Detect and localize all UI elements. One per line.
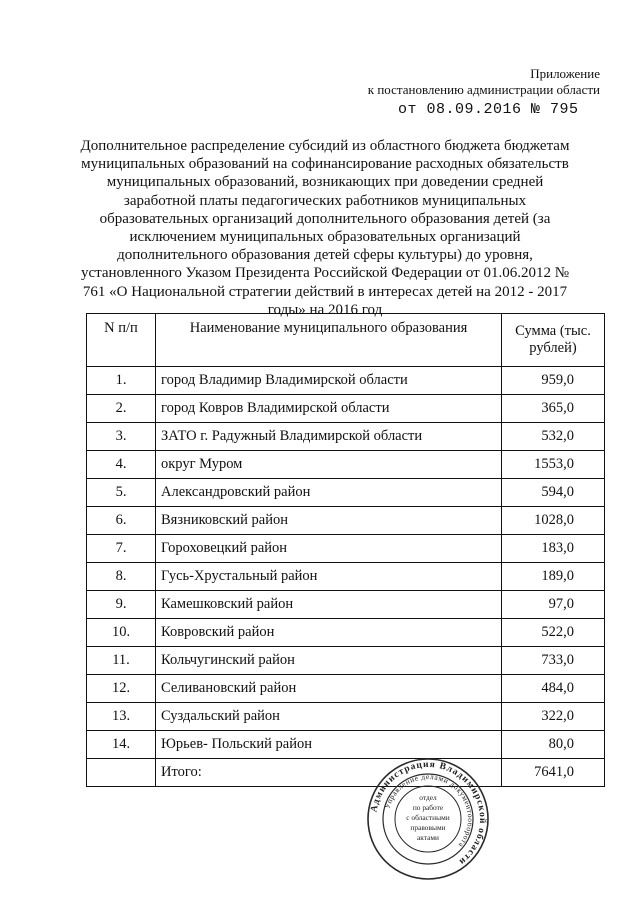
- table-row: [87, 619, 605, 647]
- table-row: [87, 367, 605, 395]
- stamp-center-line: с областными: [406, 813, 450, 822]
- row-sum: 532,0: [502, 423, 605, 451]
- table-row: [87, 395, 605, 423]
- total-num: [87, 759, 156, 787]
- table-row: [87, 675, 605, 703]
- row-number: 4.: [87, 451, 156, 479]
- stamp-center-line: правовыми: [410, 823, 446, 832]
- row-sum: 594,0: [502, 479, 605, 507]
- stamp-outer-text: Администрация Владимирской области: [369, 759, 488, 867]
- row-name: Вязниковский район: [156, 507, 502, 535]
- stamp-center-line: отдел: [419, 793, 437, 802]
- row-name: Гороховецкий район: [156, 535, 502, 563]
- table-row: [87, 507, 605, 535]
- table-row: [87, 451, 605, 479]
- table-header-row: [87, 314, 605, 367]
- row-number: 1.: [87, 367, 156, 395]
- total-name: Итого:: [156, 759, 502, 787]
- subsidy-table: [86, 313, 605, 787]
- decree-date-number: от 08.09.2016 № 795: [398, 101, 579, 118]
- row-sum: 322,0: [502, 703, 605, 731]
- stamp-center-line: актами: [416, 833, 440, 842]
- row-name: Суздальский район: [156, 703, 502, 731]
- header-name: Наименование муниципального образования: [156, 314, 502, 367]
- row-sum: 959,0: [502, 367, 605, 395]
- row-name: округ Муром: [156, 451, 502, 479]
- row-number: 10.: [87, 619, 156, 647]
- row-number: 11.: [87, 647, 156, 675]
- annex-title: Приложение: [530, 66, 600, 81]
- row-number: 9.: [87, 591, 156, 619]
- row-number: 3.: [87, 423, 156, 451]
- document-title: Дополнительное распределение субсидий из областного бюджета бюджетам муниципальных образований на софинансирование расходных обязательств муниципальных образований, возникающих при доведении средней заработной платы педагогических работников муниципальных образовательных организаций дополнительного образования детей (за исключением муниципальных образовательных организаций дополнительного образования детей сферы культуры) до уровня, установленного Указом Президента Российской Федерации от 01.06.2012 № 761 «О Национальной стратегии действий в интересах детей на 2012 - 2017 годы» на 2016 год: [80, 138, 570, 318]
- table-row: [87, 731, 605, 759]
- table-row: [87, 703, 605, 731]
- row-name: Кольчугинский район: [156, 647, 502, 675]
- row-number: 7.: [87, 535, 156, 563]
- row-name: Камешковский район: [156, 591, 502, 619]
- stamp-inner-text: Управление делами документооборота: [382, 771, 476, 850]
- total-row: [87, 759, 605, 787]
- row-sum: 183,0: [502, 535, 605, 563]
- annex-subtitle: к постановлению администрации области: [367, 82, 600, 97]
- row-sum: 733,0: [502, 647, 605, 675]
- row-name: Ковровский район: [156, 619, 502, 647]
- table-row: [87, 535, 605, 563]
- table-row: [87, 591, 605, 619]
- row-sum: 1028,0: [502, 507, 605, 535]
- row-sum: 522,0: [502, 619, 605, 647]
- header-num: N п/п: [87, 314, 156, 367]
- office-stamp: [366, 757, 490, 881]
- row-sum: 189,0: [502, 563, 605, 591]
- table-row: [87, 423, 605, 451]
- table-row: [87, 563, 605, 591]
- row-sum: 484,0: [502, 675, 605, 703]
- row-name: Гусь-Хрустальный район: [156, 563, 502, 591]
- row-number: 13.: [87, 703, 156, 731]
- row-sum: 365,0: [502, 395, 605, 423]
- row-name: город Владимир Владимирской области: [156, 367, 502, 395]
- row-number: 8.: [87, 563, 156, 591]
- row-number: 6.: [87, 507, 156, 535]
- row-name: Селивановский район: [156, 675, 502, 703]
- row-sum: 1553,0: [502, 451, 605, 479]
- row-name: Юрьев- Польский район: [156, 731, 502, 759]
- row-number: 5.: [87, 479, 156, 507]
- row-number: 14.: [87, 731, 156, 759]
- table-body: [87, 367, 605, 787]
- row-name: город Ковров Владимирской области: [156, 395, 502, 423]
- stamp-center-line: по работе: [412, 803, 444, 812]
- header-sum: Сумма (тыс. рублей): [502, 314, 605, 367]
- row-sum: 80,0: [502, 731, 605, 759]
- row-number: 12.: [87, 675, 156, 703]
- annex-block: [368, 66, 600, 98]
- row-number: 2.: [87, 395, 156, 423]
- total-sum: 7641,0: [502, 759, 605, 787]
- row-name: Александровский район: [156, 479, 502, 507]
- table-row: [87, 479, 605, 507]
- row-sum: 97,0: [502, 591, 605, 619]
- row-name: ЗАТО г. Радужный Владимирской области: [156, 423, 502, 451]
- table-row: [87, 647, 605, 675]
